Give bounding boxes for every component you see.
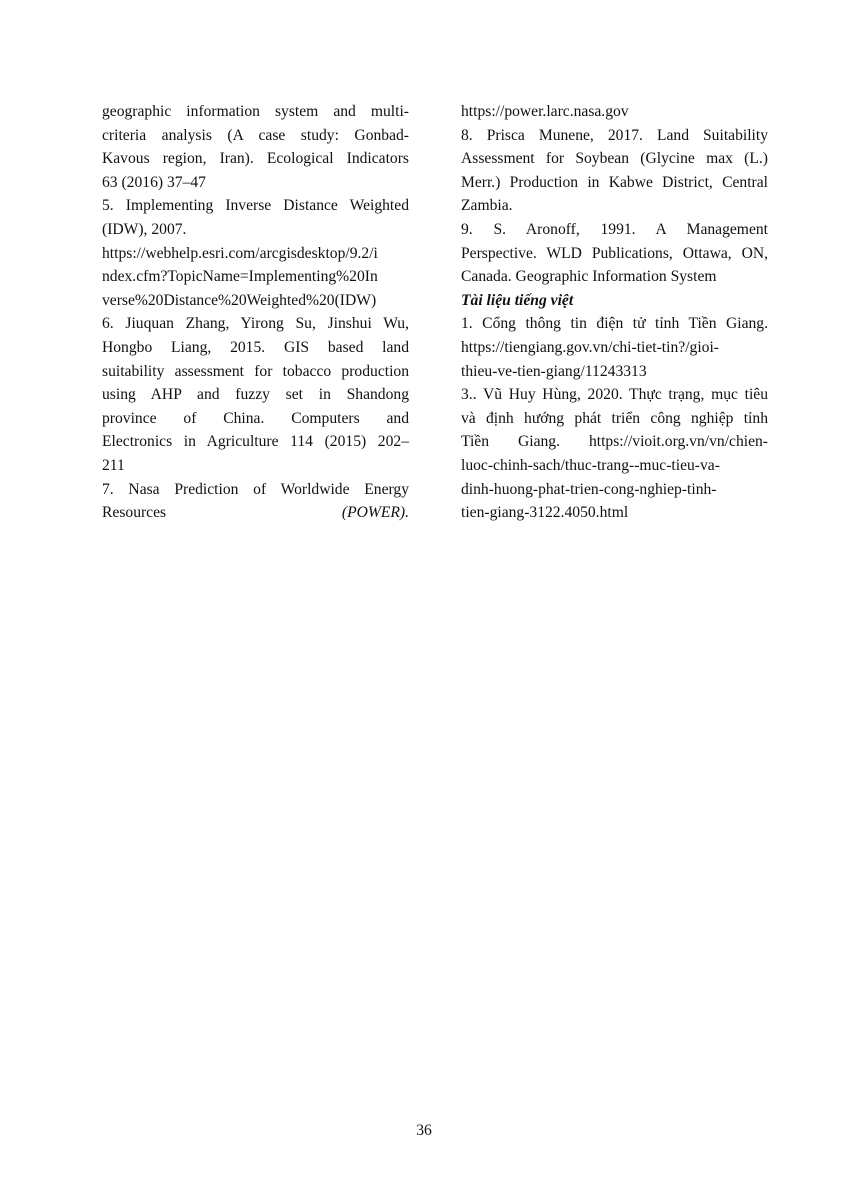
reference-url-line: tien-giang-3122.4050.html <box>461 504 629 522</box>
section-heading: Tài liệu tiếng việt <box>461 291 574 309</box>
reference-line: Canada. Geographic Information System <box>461 268 717 286</box>
reference-line: và định hướng phát triển công nghiệp tỉnh <box>461 409 768 427</box>
reference-line: geographic information system and multi- <box>102 103 409 120</box>
reference-line: Assessment for Soybean (Glycine max (L.) <box>461 150 768 168</box>
reference-line: using AHP and fuzzy set in Shandong <box>102 386 409 404</box>
reference-line: 6. Jiuquan Zhang, Yirong Su, Jinshui Wu, <box>102 315 409 333</box>
reference-line: 7. Nasa Prediction of Worldwide Energy <box>102 480 409 498</box>
reference-line: 1. Cổng thông tin điện tử tỉnh Tiền Giang. <box>461 315 768 333</box>
reference-line: province of China. Computers and <box>102 409 409 427</box>
reference-url-line: https://power.larc.nasa.gov <box>461 103 629 120</box>
reference-line: Hongbo Liang, 2015. GIS based land <box>102 338 409 356</box>
reference-url-line: https://tiengiang.gov.vn/chi-tiet-tin?/gioi- <box>461 338 719 356</box>
reference-line: (IDW), 2007. <box>102 220 187 238</box>
reference-line: 211 <box>102 456 125 474</box>
reference-line: 8. Prisca Munene, 2017. Land Suitability <box>461 126 768 144</box>
reference-line: Perspective. WLD Publications, Ottawa, ON, <box>461 244 768 262</box>
reference-line: Tiền Giang. https://vioit.org.vn/vn/chien- <box>461 433 768 451</box>
page-number: 36 <box>416 1122 432 1139</box>
left-column <box>102 100 409 525</box>
reference-source-acronym: (POWER). <box>341 504 409 522</box>
reference-line: Kavous region, Iran). Ecological Indicators <box>102 150 409 168</box>
reference-url-line: https://webhelp.esri.com/arcgisdesktop/9.2/i <box>102 244 378 262</box>
reference-url-line: luoc-chinh-sach/thuc-trang--muc-tieu-va- <box>461 456 720 474</box>
reference-line: 5. Implementing Inverse Distance Weighted <box>102 197 409 215</box>
right-column <box>461 100 768 525</box>
reference-line: Electronics in Agriculture 114 (2015) 202– <box>102 433 409 451</box>
reference-line: criteria analysis (A case study: Gonbad- <box>102 126 409 144</box>
reference-url-line: dinh-huong-phat-trien-cong-nghiep-tinh- <box>461 480 717 498</box>
reference-line: 63 (2016) 37–47 <box>102 173 206 191</box>
reference-url-line: verse%20Distance%20Weighted%20(IDW) <box>102 291 377 309</box>
reference-url-line: thieu-ve-tien-giang/11243313 <box>461 362 647 380</box>
reference-source-name: Resources <box>102 504 167 522</box>
reference-line: Merr.) Production in Kabwe District, Central <box>461 173 768 191</box>
reference-line: suitability assessment for tobacco production <box>102 362 409 380</box>
reference-line: 9. S. Aronoff, 1991. A Management <box>461 220 768 238</box>
reference-line: Zambia. <box>461 197 513 215</box>
reference-line: 3.. Vũ Huy Hùng, 2020. Thực trạng, mục tiêu <box>461 386 768 404</box>
reference-line <box>102 501 409 525</box>
reference-url-line: ndex.cfm?TopicName=Implementing%20In <box>102 268 378 286</box>
